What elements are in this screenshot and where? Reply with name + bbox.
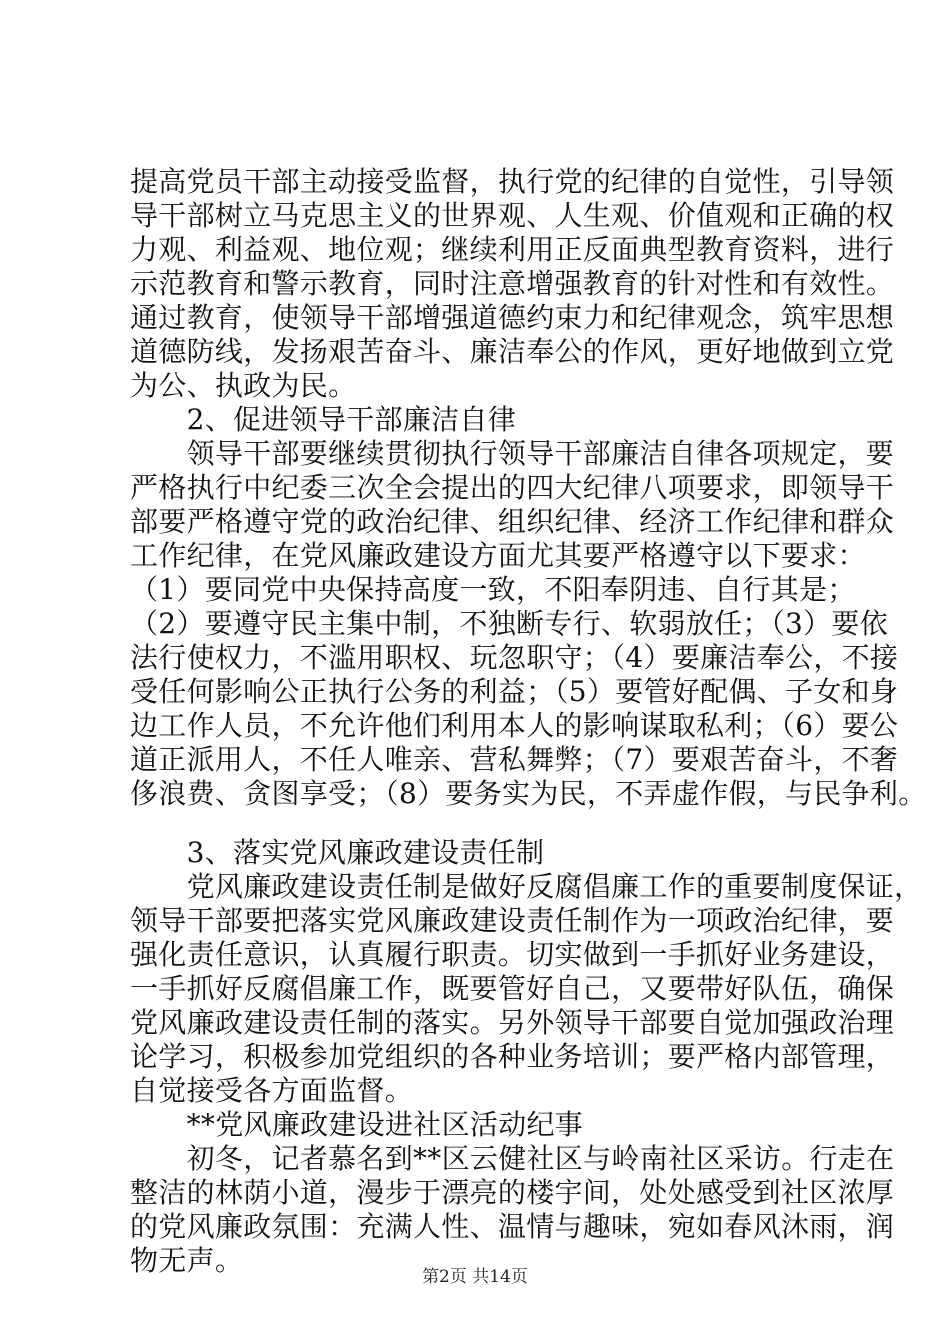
text-line: 提高党员干部主动接受监督，执行党的纪律的自觉性，引导领 <box>130 165 895 198</box>
text-line: 部要严格遵守党的政治纪律、组织纪律、经济工作纪律和群众 <box>130 505 895 538</box>
text-line: 自觉接受各方面监督。 <box>130 1074 414 1107</box>
text-line: 强化责任意识，认真履行职责。切实做到一手抓好业务建设， <box>130 938 895 971</box>
text-line: 领导干部要把落实党风廉政建设责任制作为一项政治纪律，要 <box>130 904 895 937</box>
text-line: 力观、利益观、地位观；继续利用正反面典型教育资料，进行 <box>130 233 895 266</box>
section-heading: 3、落实党风廉政建设责任制 <box>130 836 545 869</box>
text-line: 导干部树立马克思主义的世界观、人生观、价值观和正确的权 <box>130 199 895 232</box>
text-line: 党风廉政建设责任制的落实。另外领导干部要自觉加强政治理 <box>130 1006 895 1039</box>
text-line: 受任何影响公正执行公务的利益；（5）要管好配偶、子女和身 <box>130 675 899 708</box>
text-line: 工作纪律，在党风廉政建设方面尤其要严格遵守以下要求： <box>130 539 866 572</box>
text-line: 整洁的林荫小道，漫步于漂亮的楼宇间，处处感受到社区浓厚 <box>130 1176 895 1209</box>
text-line: 的党风廉政氛围：充满人性、温情与趣味，宛如春风沐雨，润 <box>130 1210 895 1243</box>
section-heading: 2、促进领导干部廉洁自律 <box>130 403 517 436</box>
text-line: 物无声。 <box>130 1244 244 1277</box>
text-line: 党风廉政建设责任制是做好反腐倡廉工作的重要制度保证， <box>130 870 923 903</box>
text-line: 通过教育，使领导干部增强道德约束力和纪律观念，筑牢思想 <box>130 301 895 334</box>
text-line: 侈浪费、贪图享受；（8）要务实为民，不弄虚作假，与民争利。 <box>130 777 927 810</box>
text-line: 初冬，记者慕名到**区云健社区与岭南社区采访。行走在 <box>130 1142 895 1175</box>
text-line: 道正派用人，不任人唯亲、营私舞弊；（7）要艰苦奋斗，不奢 <box>130 743 899 776</box>
text-line: 一手抓好反腐倡廉工作，既要管好自己，又要带好队伍，确保 <box>130 972 895 1005</box>
text-line: 领导干部要继续贯彻执行领导干部廉洁自律各项规定，要 <box>130 437 895 470</box>
page-number: 第2页 共14页 <box>422 1267 528 1287</box>
text-line: 道德防线，发扬艰苦奋斗、廉洁奉公的作风，更好地做到立党 <box>130 335 895 368</box>
text-line: 示范教育和警示教育，同时注意增强教育的针对性和有效性。 <box>130 267 895 300</box>
text-line: 严格执行中纪委三次全会提出的四大纪律八项要求，即领导干 <box>130 471 895 504</box>
text-line: （2）要遵守民主集中制，不独断专行、软弱放任；（3）要依 <box>130 607 889 640</box>
text-line: 论学习，积极参加党组织的各种业务培训；要严格内部管理， <box>130 1040 895 1073</box>
text-line: 边工作人员，不允许他们利用本人的影响谋取私利；（6）要公 <box>130 709 899 742</box>
text-line: 法行使权力，不滥用职权、玩忽职守；（4）要廉洁奉公，不接 <box>130 641 899 674</box>
text-line: （1）要同党中央保持高度一致，不阳奉阴违、自行其是； <box>130 573 856 606</box>
text-line: 为公、执政为民。 <box>130 369 357 402</box>
section-heading: **党风廉政建设进社区活动纪事 <box>130 1108 584 1141</box>
